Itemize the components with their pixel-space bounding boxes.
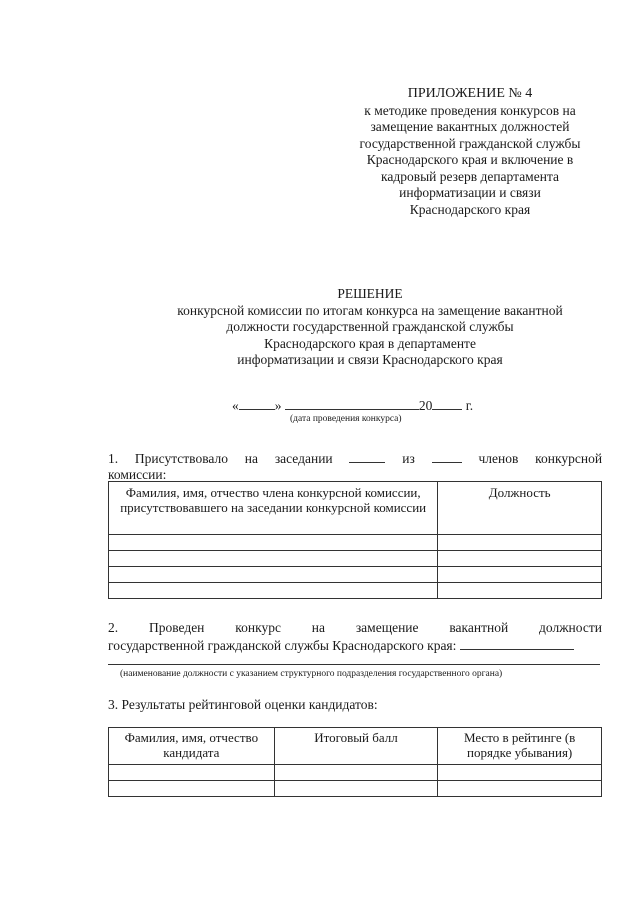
decision-line: информатизации и связи Краснодарского края <box>237 352 503 367</box>
table-cell[interactable] <box>109 765 275 781</box>
month-blank[interactable] <box>285 397 419 410</box>
position-caption: (наименование должности с указанием структурного подразделения государственного органа) <box>120 669 503 679</box>
year-suffix: г. <box>465 398 474 413</box>
table-cell[interactable] <box>274 781 438 797</box>
table-cell[interactable] <box>109 781 275 797</box>
annex-line: замещение вакантных должностей <box>370 119 570 134</box>
decision-block <box>130 286 610 369</box>
date-caption: (дата проведения конкурса) <box>290 414 402 424</box>
table-row <box>109 551 602 567</box>
attendance-line-2: комиссии: <box>108 467 167 482</box>
table-cell[interactable] <box>109 567 438 583</box>
annex-line: кадровый резерв департамента <box>380 168 559 184</box>
decision-line: конкурсной комиссии по итогам конкурса на замещение вакантной <box>177 302 563 318</box>
attendance-line <box>108 450 602 468</box>
table-cell[interactable] <box>438 567 602 583</box>
decision-title: РЕШЕНИЕ <box>337 286 403 301</box>
present-count-blank[interactable] <box>349 450 385 463</box>
table-cell[interactable] <box>438 583 602 599</box>
table-row <box>109 535 602 551</box>
annex-line: государственной гражданской службы <box>359 135 581 151</box>
table-row <box>109 781 602 797</box>
table-cell[interactable] <box>438 535 602 551</box>
table-cell[interactable] <box>438 781 602 797</box>
column-header-position: Должность <box>438 482 602 535</box>
table-cell[interactable] <box>109 551 438 567</box>
date-close-quote: » <box>274 398 282 413</box>
contest-held-line: 2. Проведен конкурс на замещение вакантной должности <box>108 620 602 635</box>
annex-title: ПРИЛОЖЕНИЕ № 4 <box>407 86 533 101</box>
table-cell[interactable] <box>438 551 602 567</box>
column-header-rating-place: Место в рейтинге (в порядке убывания) <box>438 728 602 765</box>
annex-block <box>300 86 640 218</box>
annex-line: к методике проведения конкурсов на <box>364 102 576 118</box>
annex-line: информатизации и связи <box>399 185 541 200</box>
table-row <box>109 567 602 583</box>
attendance-text-1: 1. Присутствовало на заседании <box>108 451 333 466</box>
year-blank[interactable] <box>432 397 462 410</box>
total-count-blank[interactable] <box>432 450 462 463</box>
attendance-text-3: членов конкурсной <box>478 451 603 466</box>
table-cell[interactable] <box>109 535 438 551</box>
year-prefix: 20 <box>418 398 433 413</box>
decision-line: должности государственной гражданской службы <box>226 319 514 334</box>
table-row <box>109 765 602 781</box>
table-row <box>109 583 602 599</box>
table-header-row <box>109 482 602 535</box>
table-cell[interactable] <box>109 583 438 599</box>
commission-members-table <box>108 481 602 599</box>
table-header-row <box>109 728 602 765</box>
position-name-line[interactable] <box>108 664 600 665</box>
table-cell[interactable] <box>438 765 602 781</box>
candidate-rating-table <box>108 727 602 797</box>
column-header-total-score: Итоговый балл <box>274 728 438 765</box>
column-header-candidate-name: Фамилия, имя, отчество кандидата <box>109 728 275 765</box>
decision-line: Краснодарского края в департаменте <box>264 335 476 351</box>
date-line <box>232 397 473 414</box>
contest-held-line-2 <box>108 637 602 655</box>
annex-line: Краснодарского края и включение в <box>366 152 574 167</box>
contest-held-text: государственной гражданской службы Краснодарского края: <box>108 638 457 653</box>
column-header-member-name: Фамилия, имя, отчество члена конкурсной комиссии, присутствовавшего на заседании конкурсной комиссии <box>109 482 438 535</box>
annex-line: Краснодарского края <box>409 201 531 217</box>
date-open-quote: « <box>232 398 239 413</box>
rating-results-heading: 3. Результаты рейтинговой оценки кандидатов: <box>108 697 378 712</box>
attendance-text-2: из <box>402 451 415 466</box>
table-cell[interactable] <box>274 765 438 781</box>
day-blank[interactable] <box>239 397 275 410</box>
position-name-blank[interactable] <box>460 637 574 650</box>
